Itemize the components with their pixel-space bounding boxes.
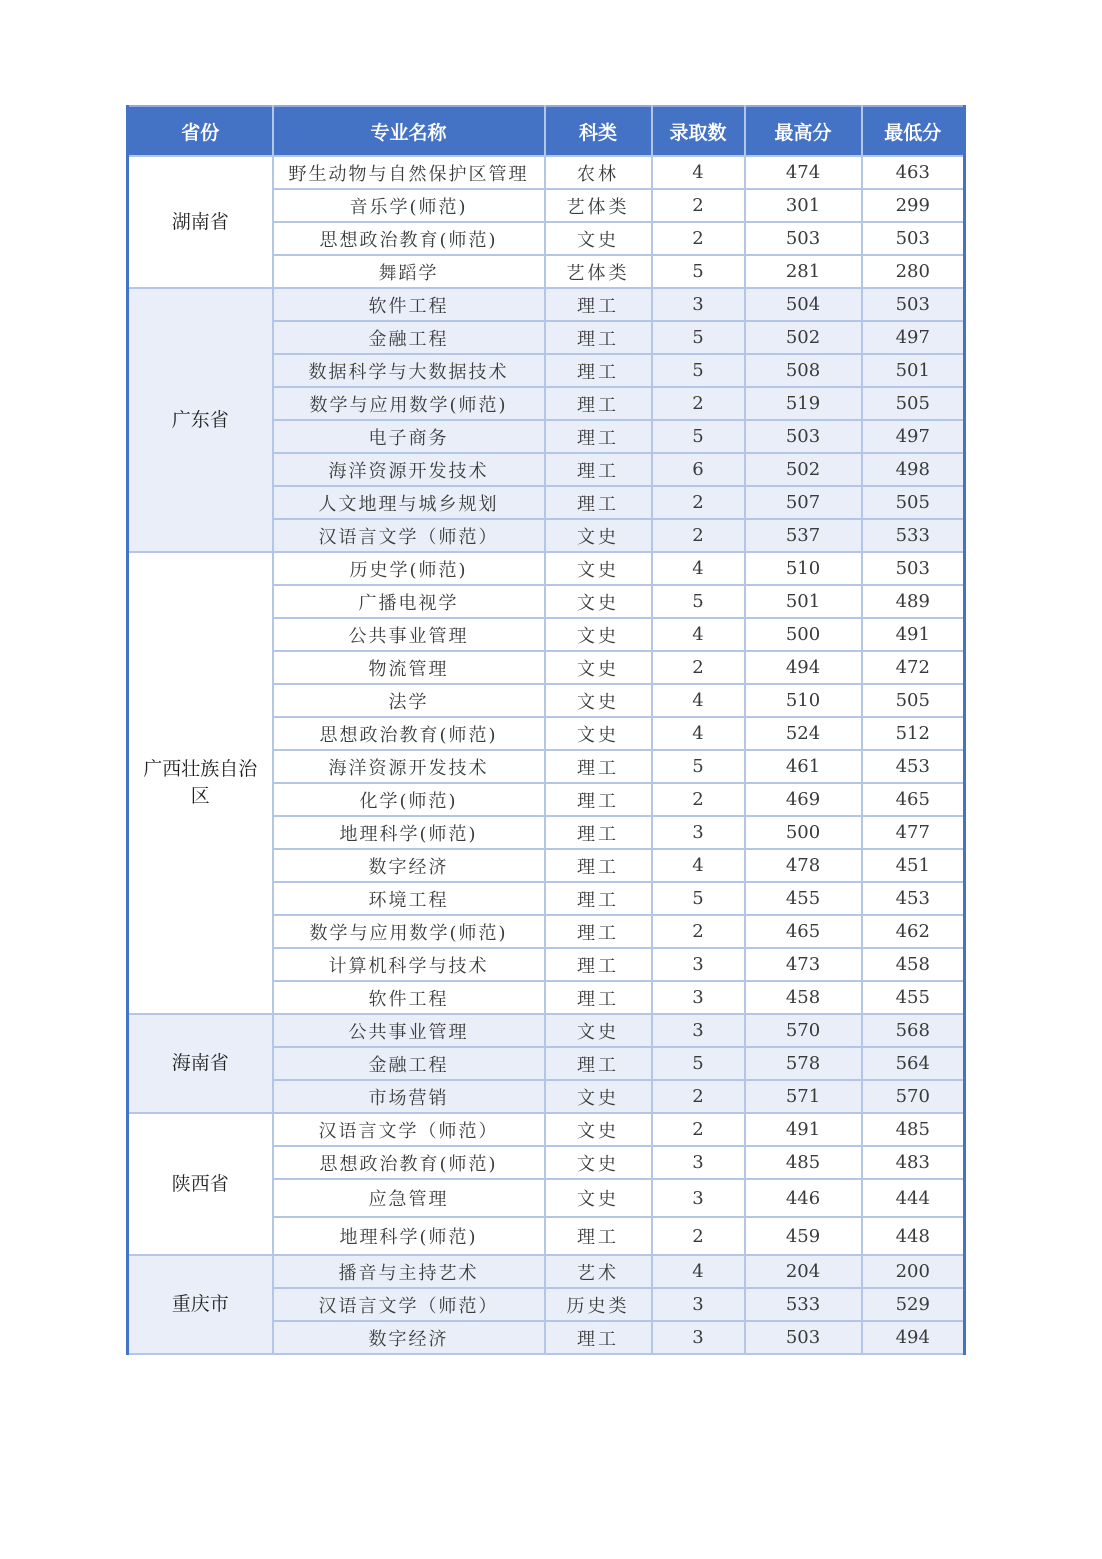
major-cell: 化学(师范): [273, 783, 545, 816]
max-score-cell: 473: [745, 948, 862, 981]
max-score-cell: 510: [745, 684, 862, 717]
major-cell: 海洋资源开发技术: [273, 750, 545, 783]
major-cell: 软件工程: [273, 288, 545, 321]
category-cell: 艺体类: [545, 189, 652, 222]
major-cell: 野生动物与自然保护区管理: [273, 156, 545, 189]
category-cell: 农林: [545, 156, 652, 189]
admitted-cell: 2: [652, 1080, 745, 1113]
major-cell: 数字经济: [273, 1321, 545, 1354]
category-cell: 文史: [545, 519, 652, 552]
max-score-cell: 570: [745, 1014, 862, 1047]
admitted-cell: 3: [652, 981, 745, 1014]
major-cell: 人文地理与城乡规划: [273, 486, 545, 519]
max-score-cell: 571: [745, 1080, 862, 1113]
max-score-cell: 461: [745, 750, 862, 783]
major-cell: 历史学(师范): [273, 552, 545, 585]
major-cell: 数字经济: [273, 849, 545, 882]
min-score-cell: 501: [862, 354, 965, 387]
min-score-cell: 462: [862, 915, 965, 948]
major-cell: 数学与应用数学(师范): [273, 915, 545, 948]
min-score-cell: 491: [862, 618, 965, 651]
min-score-cell: 280: [862, 255, 965, 288]
min-score-cell: 503: [862, 222, 965, 255]
min-score-cell: 503: [862, 552, 965, 585]
category-cell: 文史: [545, 651, 652, 684]
min-score-cell: 497: [862, 321, 965, 354]
min-score-cell: 483: [862, 1146, 965, 1179]
admitted-cell: 2: [652, 1217, 745, 1255]
major-cell: 数据科学与大数据技术: [273, 354, 545, 387]
category-cell: 文史: [545, 618, 652, 651]
category-cell: 文史: [545, 552, 652, 585]
max-score-cell: 578: [745, 1047, 862, 1080]
min-score-cell: 453: [862, 750, 965, 783]
category-cell: 艺术: [545, 1255, 652, 1288]
category-cell: 理工: [545, 1321, 652, 1354]
major-cell: 思想政治教育(师范): [273, 222, 545, 255]
max-score-cell: 524: [745, 717, 862, 750]
admitted-cell: 3: [652, 1146, 745, 1179]
admitted-cell: 3: [652, 816, 745, 849]
category-cell: 理工: [545, 948, 652, 981]
major-cell: 汉语言文学（师范）: [273, 519, 545, 552]
major-cell: 计算机科学与技术: [273, 948, 545, 981]
min-score-cell: 497: [862, 420, 965, 453]
max-score-cell: 503: [745, 420, 862, 453]
header-min-score: 最低分: [862, 106, 965, 156]
major-cell: 软件工程: [273, 981, 545, 1014]
category-cell: 理工: [545, 1047, 652, 1080]
category-cell: 理工: [545, 387, 652, 420]
table-row: [128, 156, 965, 189]
admitted-cell: 4: [652, 717, 745, 750]
province-cell: 海南省: [128, 1014, 273, 1113]
table-row: [128, 552, 965, 585]
min-score-cell: 533: [862, 519, 965, 552]
max-score-cell: 455: [745, 882, 862, 915]
max-score-cell: 502: [745, 453, 862, 486]
min-score-cell: 200: [862, 1255, 965, 1288]
header-major: 专业名称: [273, 106, 545, 156]
admitted-cell: 3: [652, 1179, 745, 1217]
max-score-cell: 494: [745, 651, 862, 684]
max-score-cell: 533: [745, 1288, 862, 1321]
category-cell: 文史: [545, 1113, 652, 1146]
category-cell: 文史: [545, 222, 652, 255]
category-cell: 理工: [545, 981, 652, 1014]
min-score-cell: 465: [862, 783, 965, 816]
category-cell: 文史: [545, 717, 652, 750]
admitted-cell: 5: [652, 882, 745, 915]
admitted-cell: 5: [652, 585, 745, 618]
max-score-cell: 519: [745, 387, 862, 420]
max-score-cell: 537: [745, 519, 862, 552]
major-cell: 音乐学(师范): [273, 189, 545, 222]
table-row: [128, 1014, 965, 1047]
admitted-cell: 3: [652, 288, 745, 321]
admitted-cell: 3: [652, 948, 745, 981]
min-score-cell: 451: [862, 849, 965, 882]
major-cell: 物流管理: [273, 651, 545, 684]
admitted-cell: 2: [652, 651, 745, 684]
max-score-cell: 301: [745, 189, 862, 222]
min-score-cell: 568: [862, 1014, 965, 1047]
min-score-cell: 498: [862, 453, 965, 486]
major-cell: 电子商务: [273, 420, 545, 453]
admitted-cell: 2: [652, 1113, 745, 1146]
admitted-cell: 2: [652, 783, 745, 816]
category-cell: 历史类: [545, 1288, 652, 1321]
category-cell: 文史: [545, 1080, 652, 1113]
category-cell: 文史: [545, 585, 652, 618]
category-cell: 理工: [545, 420, 652, 453]
category-cell: 文史: [545, 684, 652, 717]
major-cell: 广播电视学: [273, 585, 545, 618]
max-score-cell: 458: [745, 981, 862, 1014]
category-cell: 理工: [545, 750, 652, 783]
admitted-cell: 3: [652, 1014, 745, 1047]
admission-scores-table-container: [126, 105, 963, 1355]
major-cell: 金融工程: [273, 321, 545, 354]
category-cell: 文史: [545, 1146, 652, 1179]
admitted-cell: 6: [652, 453, 745, 486]
admitted-cell: 4: [652, 618, 745, 651]
major-cell: 地理科学(师范): [273, 816, 545, 849]
min-score-cell: 489: [862, 585, 965, 618]
max-score-cell: 446: [745, 1179, 862, 1217]
table-row: [128, 1255, 965, 1288]
min-score-cell: 505: [862, 486, 965, 519]
major-cell: 应急管理: [273, 1179, 545, 1217]
min-score-cell: 505: [862, 684, 965, 717]
admitted-cell: 2: [652, 486, 745, 519]
category-cell: 理工: [545, 882, 652, 915]
min-score-cell: 472: [862, 651, 965, 684]
major-cell: 思想政治教育(师范): [273, 1146, 545, 1179]
admission-scores-table: [126, 105, 966, 1355]
province-cell: 广西壮族自治区: [128, 552, 273, 1014]
max-score-cell: 469: [745, 783, 862, 816]
category-cell: 理工: [545, 354, 652, 387]
category-cell: 理工: [545, 849, 652, 882]
admitted-cell: 2: [652, 519, 745, 552]
category-cell: 理工: [545, 783, 652, 816]
max-score-cell: 504: [745, 288, 862, 321]
admitted-cell: 5: [652, 354, 745, 387]
max-score-cell: 507: [745, 486, 862, 519]
major-cell: 海洋资源开发技术: [273, 453, 545, 486]
min-score-cell: 444: [862, 1179, 965, 1217]
admitted-cell: 5: [652, 321, 745, 354]
min-score-cell: 455: [862, 981, 965, 1014]
max-score-cell: 491: [745, 1113, 862, 1146]
admitted-cell: 4: [652, 684, 745, 717]
admitted-cell: 5: [652, 420, 745, 453]
category-cell: 理工: [545, 453, 652, 486]
major-cell: 地理科学(师范): [273, 1217, 545, 1255]
admitted-cell: 2: [652, 222, 745, 255]
major-cell: 金融工程: [273, 1047, 545, 1080]
max-score-cell: 459: [745, 1217, 862, 1255]
max-score-cell: 485: [745, 1146, 862, 1179]
max-score-cell: 465: [745, 915, 862, 948]
category-cell: 理工: [545, 1217, 652, 1255]
category-cell: 文史: [545, 1179, 652, 1217]
min-score-cell: 529: [862, 1288, 965, 1321]
max-score-cell: 508: [745, 354, 862, 387]
min-score-cell: 463: [862, 156, 965, 189]
major-cell: 公共事业管理: [273, 1014, 545, 1047]
admitted-cell: 2: [652, 189, 745, 222]
header-province: 省份: [128, 106, 273, 156]
max-score-cell: 281: [745, 255, 862, 288]
max-score-cell: 510: [745, 552, 862, 585]
major-cell: 播音与主持艺术: [273, 1255, 545, 1288]
admitted-cell: 4: [652, 156, 745, 189]
min-score-cell: 453: [862, 882, 965, 915]
admitted-cell: 2: [652, 915, 745, 948]
admitted-cell: 5: [652, 255, 745, 288]
major-cell: 思想政治教育(师范): [273, 717, 545, 750]
category-cell: 理工: [545, 915, 652, 948]
max-score-cell: 502: [745, 321, 862, 354]
admitted-cell: 4: [652, 552, 745, 585]
major-cell: 法学: [273, 684, 545, 717]
min-score-cell: 512: [862, 717, 965, 750]
min-score-cell: 477: [862, 816, 965, 849]
major-cell: 舞蹈学: [273, 255, 545, 288]
province-cell: 广东省: [128, 288, 273, 552]
min-score-cell: 485: [862, 1113, 965, 1146]
category-cell: 艺体类: [545, 255, 652, 288]
category-cell: 文史: [545, 1014, 652, 1047]
category-cell: 理工: [545, 321, 652, 354]
category-cell: 理工: [545, 486, 652, 519]
min-score-cell: 564: [862, 1047, 965, 1080]
major-cell: 市场营销: [273, 1080, 545, 1113]
table-body: [128, 156, 965, 1354]
table-row: [128, 288, 965, 321]
max-score-cell: 478: [745, 849, 862, 882]
major-cell: 环境工程: [273, 882, 545, 915]
min-score-cell: 505: [862, 387, 965, 420]
province-cell: 陕西省: [128, 1113, 273, 1255]
major-cell: 数学与应用数学(师范): [273, 387, 545, 420]
category-cell: 理工: [545, 816, 652, 849]
max-score-cell: 204: [745, 1255, 862, 1288]
province-cell: 湖南省: [128, 156, 273, 288]
max-score-cell: 503: [745, 222, 862, 255]
min-score-cell: 494: [862, 1321, 965, 1354]
min-score-cell: 458: [862, 948, 965, 981]
min-score-cell: 448: [862, 1217, 965, 1255]
header-category: 科类: [545, 106, 652, 156]
admitted-cell: 4: [652, 849, 745, 882]
major-cell: 汉语言文学（师范）: [273, 1288, 545, 1321]
max-score-cell: 500: [745, 816, 862, 849]
max-score-cell: 500: [745, 618, 862, 651]
min-score-cell: 570: [862, 1080, 965, 1113]
max-score-cell: 474: [745, 156, 862, 189]
admitted-cell: 2: [652, 387, 745, 420]
major-cell: 公共事业管理: [273, 618, 545, 651]
major-cell: 汉语言文学（师范）: [273, 1113, 545, 1146]
table-row: [128, 1113, 965, 1146]
admitted-cell: 3: [652, 1321, 745, 1354]
header-admitted: 录取数: [652, 106, 745, 156]
min-score-cell: 299: [862, 189, 965, 222]
province-cell: 重庆市: [128, 1255, 273, 1354]
admitted-cell: 3: [652, 1288, 745, 1321]
admitted-cell: 5: [652, 1047, 745, 1080]
max-score-cell: 503: [745, 1321, 862, 1354]
max-score-cell: 501: [745, 585, 862, 618]
table-header-row: [128, 106, 965, 156]
admitted-cell: 5: [652, 750, 745, 783]
min-score-cell: 503: [862, 288, 965, 321]
category-cell: 理工: [545, 288, 652, 321]
admitted-cell: 4: [652, 1255, 745, 1288]
header-max-score: 最高分: [745, 106, 862, 156]
